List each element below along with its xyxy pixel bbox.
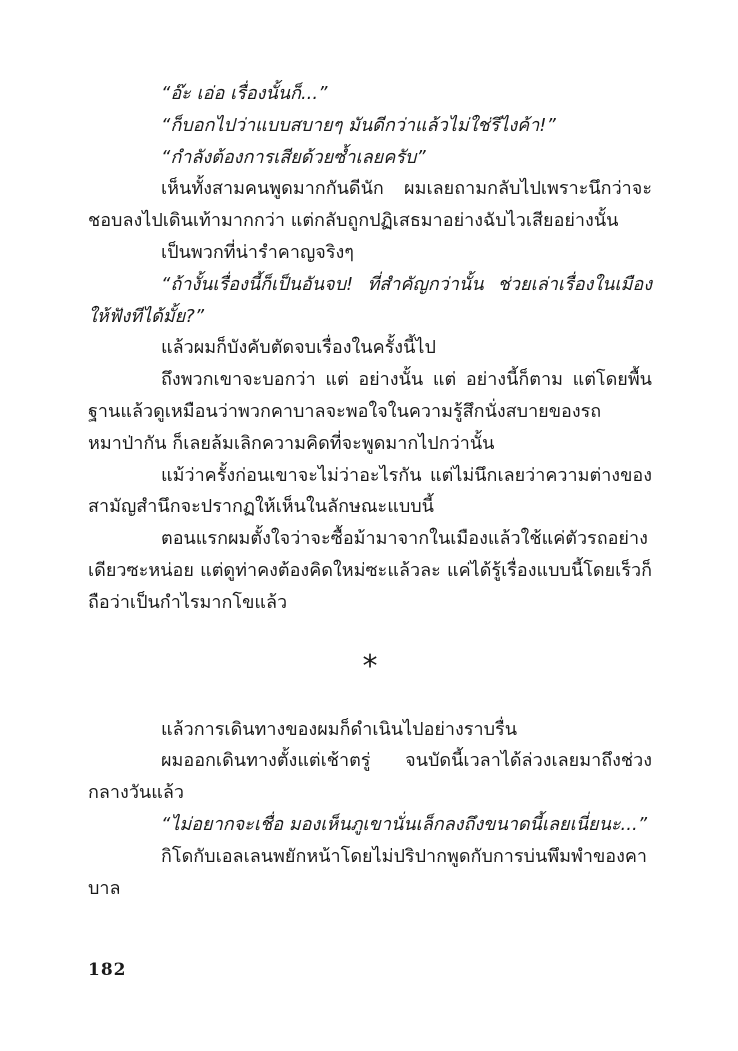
paragraph: “อ๊ะ เอ่อ เรื่องนั้นก็...” (161, 83, 328, 104)
page-number: 182 (88, 960, 127, 980)
paragraph: ผมออกเดินทางตั้งแต่เช้าตรู่ จนบัดนี้เวลาได้ล่วงเลยมาถึงช่วงกลางวันแล้ว (88, 750, 652, 804)
body-text (88, 78, 652, 904)
paragraph: แม้ว่าครั้งก่อนเขาจะไม่ว่าอะไรกัน แต่ไม่นึกเลยว่าความต่างของสามัญสำนึกจะปรากฏให้เห็นในลักษณะแบบนี้ (88, 464, 652, 518)
paragraph: กิโดกับเอลเลนพยักหน้าโดยไม่ปริปากพูดกับการบ่นพึมพำของคาบาล (88, 845, 648, 899)
scene-break: * (362, 648, 378, 684)
paragraph: แล้วการเดินทางของผมก็ดำเนินไปอย่างราบรื่น (161, 718, 518, 740)
paragraph: “ก็บอกไปว่าแบบสบายๆ มันดีกว่าแล้วไม่ใช่รึไงค้า!” (161, 114, 556, 136)
paragraph: แล้วผมก็บังคับตัดจบเรื่องในครั้งนี้ไป (161, 337, 436, 359)
paragraph: ตอนแรกผมตั้งใจว่าจะซื้อม้ามาจากในเมืองแล้วใช้แค่ตัวรถอย่างเดียวซะหน่อย แต่ดูท่าคงต้องคิดใหม่ซะแล้วละ แค่ได้รู้เรื่องแบบนี้โดยเร็วก็ถือว่าเป็นกำไรมากโขแล้ว (88, 528, 652, 613)
paragraph: “กำลังต้องการเสียด้วยซ้ำเลยครับ” (161, 146, 426, 168)
paragraph: เห็นทั้งสามคนพูดมากกันดีนัก ผมเลยถามกลับไปเพราะนึกว่าจะชอบลงไปเดินเท้ามากกว่า แต่กลับถูกปฏิเสธมาอย่างฉับไวเสียอย่างนั้น (88, 178, 652, 232)
paragraph: ถึงพวกเขาจะบอกว่า แต่ อย่างนั้น แต่ อย่างนี้ก็ตาม แต่โดยพื้นฐานแล้วดูเหมือนว่าพวกคาบาลจะพอใจในความรู้สึกนั่งสบายของรถหมาป่ากัน ก็เลยล้มเลิกความคิดที่จะพูดมากไปกว่านั้น (88, 369, 652, 454)
paragraph: “ไม่อยากจะเชื่อ มองเห็นภูเขานั่นเล็กลงถึงขนาดนี้เลยเนี่ยนะ...” (161, 813, 648, 835)
paragraph: “ถ้างั้นเรื่องนี้ก็เป็นอันจบ! ที่สำคัญกว่านั้น ช่วยเล่าเรื่องในเมืองให้ฟังทีได้มั้ย?” (88, 273, 652, 327)
paragraph: เป็นพวกที่น่ารำคาญจริงๆ (161, 241, 354, 263)
